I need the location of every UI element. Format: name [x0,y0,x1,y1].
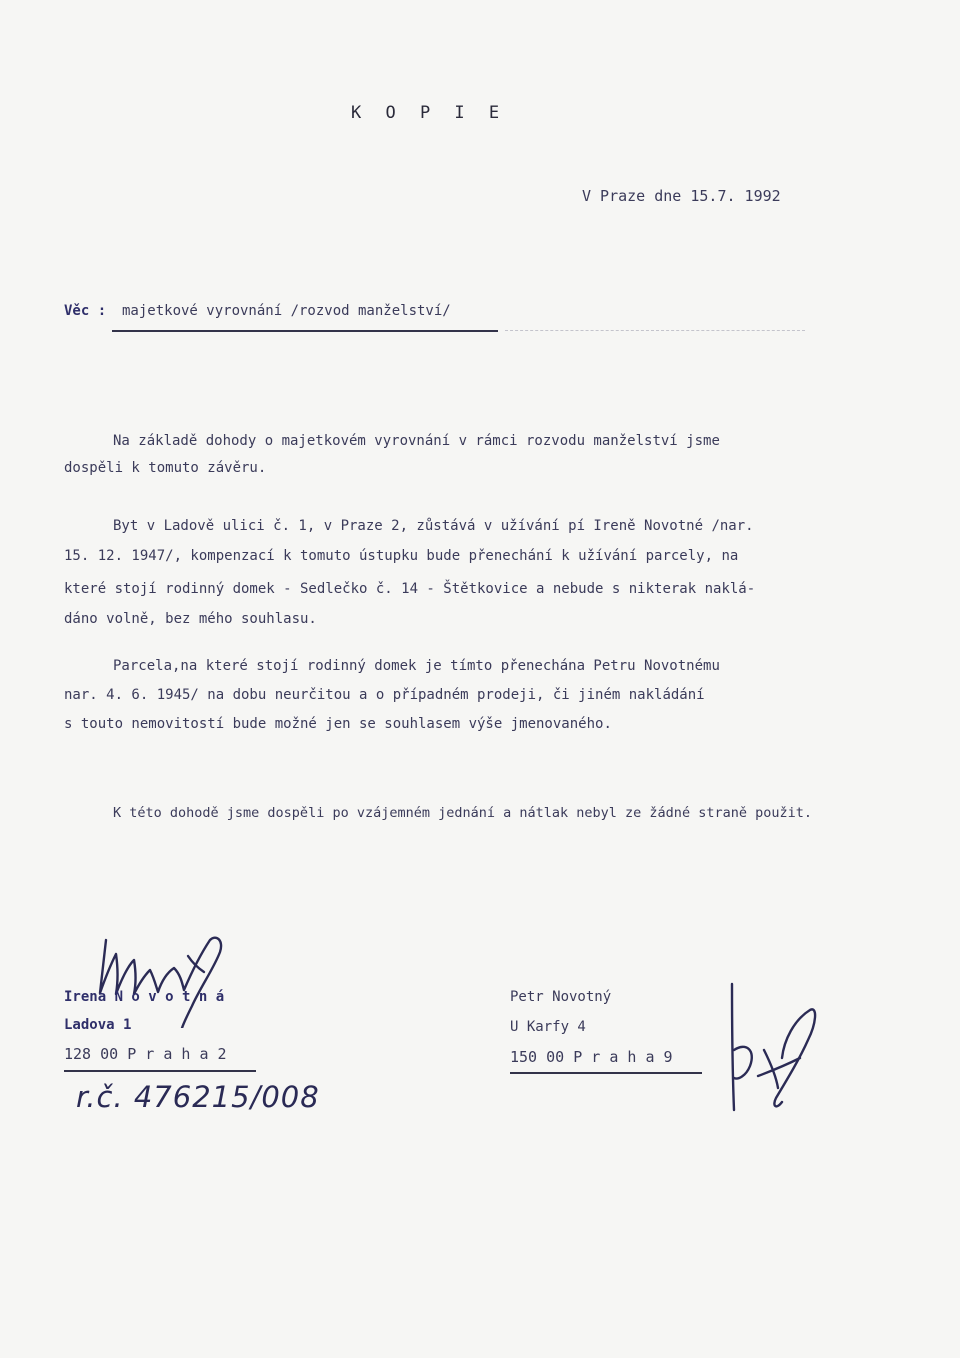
paragraph-line: Na základě dohody o majetkovém vyrovnání v rámci rozvodu manželství jsme [113,433,720,449]
party1-street: Ladova 1 [64,1017,132,1033]
party2-underline [510,1072,702,1074]
party1-name: Irena N o v o t n á [64,989,225,1005]
faint-guide-line [505,330,805,331]
subject-text: majetkové vyrovnání /rozvod manželství/ [122,303,451,319]
party1-underline [64,1070,256,1072]
paragraph-line: Byt v Ladově ulici č. 1, v Praze 2, zůstává v užívání pí Ireně Novotné /nar. [113,518,754,534]
paragraph-line: 15. 12. 1947/, kompenzací k tomuto ústupku bude přenechání k užívání parcely, na [64,548,739,564]
paragraph-line: které stojí rodinný domek - Sedlečko č. 14 - Štětkovice a nebude s nikterak naklá- [64,581,756,597]
document-title: K O P I E [351,103,507,123]
paragraph-line: dospěli k tomuto závěru. [64,460,267,476]
paragraph-line: s touto nemovitostí bude možné jen se souhlasem výše jmenovaného. [64,716,612,732]
paragraph-4: K této dohodě jsme dospěli po vzájemném jednání a nátlak nebyl ze žádné straně použit. [113,805,812,821]
paragraph-line: Parcela,na které stojí rodinný domek je tímto přenechána Petru Novotnému [113,658,720,674]
party1-city: 128 00 P r a h a 2 [64,1045,227,1063]
paragraph-line: nar. 4. 6. 1945/ na dobu neurčitou a o případném prodeji, či jiném nakládání [64,687,705,703]
subject-label: Věc : [64,303,107,319]
paragraph-line: dáno volně, bez mého souhlasu. [64,611,317,627]
signature-petr-image [718,980,828,1120]
subject-underline [112,330,498,332]
party2-name: Petr Novotný [510,989,612,1005]
signature-irena-image [88,918,238,1028]
handwritten-reference: r.č. 476215/008 [76,1080,320,1114]
party2-city: 150 00 P r a h a 9 [510,1048,673,1066]
date-line: V Praze dne 15.7. 1992 [582,187,781,205]
party2-street: U Karfy 4 [510,1019,586,1035]
